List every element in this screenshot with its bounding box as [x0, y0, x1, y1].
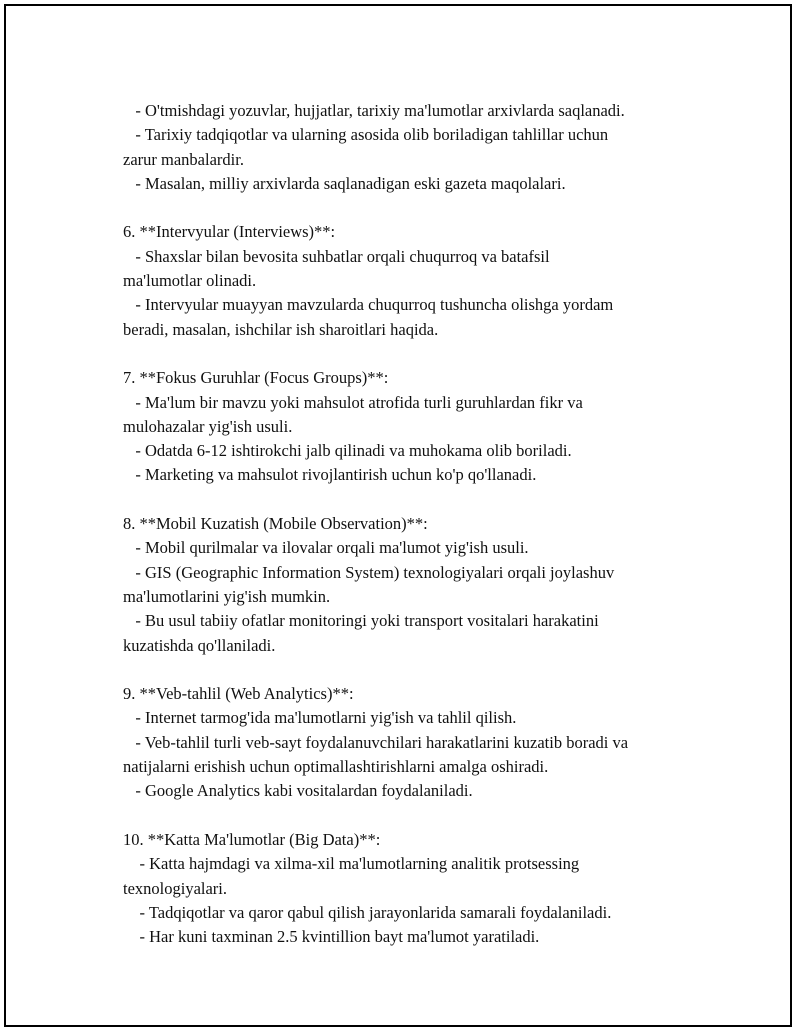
- page-frame: [4, 4, 792, 1027]
- text-line: - Google Analytics kabi vositalardan foydalaniladi.: [123, 781, 473, 801]
- text-line: - Tadqiqotlar va qaror qabul qilish jarayonlarida samarali foydalaniladi.: [123, 902, 612, 922]
- blank-line: [123, 196, 713, 220]
- text-line: - Har kuni taxminan 2.5 kvintillion bayt ma'lumot yaratiladi.: [123, 927, 540, 947]
- text-line: - Masalan, milliy arxivlarda saqlanadigan eski gazeta maqolalari.: [123, 173, 566, 193]
- blank-line: [123, 488, 713, 512]
- text-line: - Tarixiy tadqiqotlar va ularning asosida olib boriladigan tahlillar uchun: [123, 125, 609, 145]
- text-line: - Intervyular muayyan mavzularda chuqurroq tushuncha olishga yordam: [123, 295, 614, 315]
- text-line: ma'lumotlar olinadi.: [123, 271, 257, 291]
- text-line: 8. **Mobil Kuzatish (Mobile Observation)**:: [123, 514, 428, 534]
- text-line: - Odatda 6-12 ishtirokchi jalb qilinadi va muhokama olib boriladi.: [123, 441, 572, 461]
- text-line: - GIS (Geographic Information System) texnologiyalari orqali joylashuv: [123, 562, 615, 582]
- text-line: - Veb-tahlil turli veb-sayt foydalanuvchilari harakatlarini kuzatib boradi va: [123, 732, 629, 752]
- text-line: - O'tmishdagi yozuvlar, hujjatlar, tarixiy ma'lumotlar arxivlarda saqlanadi.: [123, 101, 625, 120]
- text-line: ma'lumotlarini yig'ish mumkin.: [123, 586, 331, 606]
- text-line: 10. **Katta Ma'lumotlar (Big Data)**:: [123, 829, 381, 849]
- text-line: mulohazalar yig'ish usuli.: [123, 416, 293, 436]
- text-line: - Katta hajmdagi va xilma-xil ma'lumotlarning analitik protsessing: [123, 854, 580, 874]
- text-line: - Ma'lum bir mavzu yoki mahsulot atrofida turli guruhlardan fikr va: [123, 392, 583, 412]
- text-line: - Internet tarmog'ida ma'lumotlarni yig'ish va tahlil qilish.: [123, 708, 517, 728]
- text-line: - Shaxslar bilan bevosita suhbatlar orqali chuqurroq va batafsil: [123, 246, 550, 266]
- text-line: - Bu usul tabiiy ofatlar monitoringi yoki transport vositalari harakatini: [123, 611, 599, 631]
- blank-line: [123, 804, 713, 828]
- text-line: natijalarni erishish uchun optimallashtirishlarni amalga oshiradi.: [123, 757, 549, 777]
- blank-line: [123, 658, 713, 682]
- text-line: 7. **Fokus Guruhlar (Focus Groups)**:: [123, 368, 389, 388]
- document-body: [123, 99, 713, 949]
- text-line: - Marketing va mahsulot rivojlantirish uchun ko'p qo'llanadi.: [123, 465, 537, 485]
- text-line: beradi, masalan, ishchilar ish sharoitlari haqida.: [123, 319, 439, 339]
- text-line: texnologiyalari.: [123, 878, 228, 898]
- text-line: kuzatishda qo'llaniladi.: [123, 635, 276, 655]
- text-line: - Mobil qurilmalar va ilovalar orqali ma'lumot yig'ish usuli.: [123, 538, 529, 558]
- text-line: zarur manbalardir.: [123, 149, 244, 169]
- text-line: 6. **Intervyular (Interviews)**:: [123, 222, 336, 242]
- blank-line: [123, 342, 713, 366]
- text-line: 9. **Veb-tahlil (Web Analytics)**:: [123, 684, 354, 704]
